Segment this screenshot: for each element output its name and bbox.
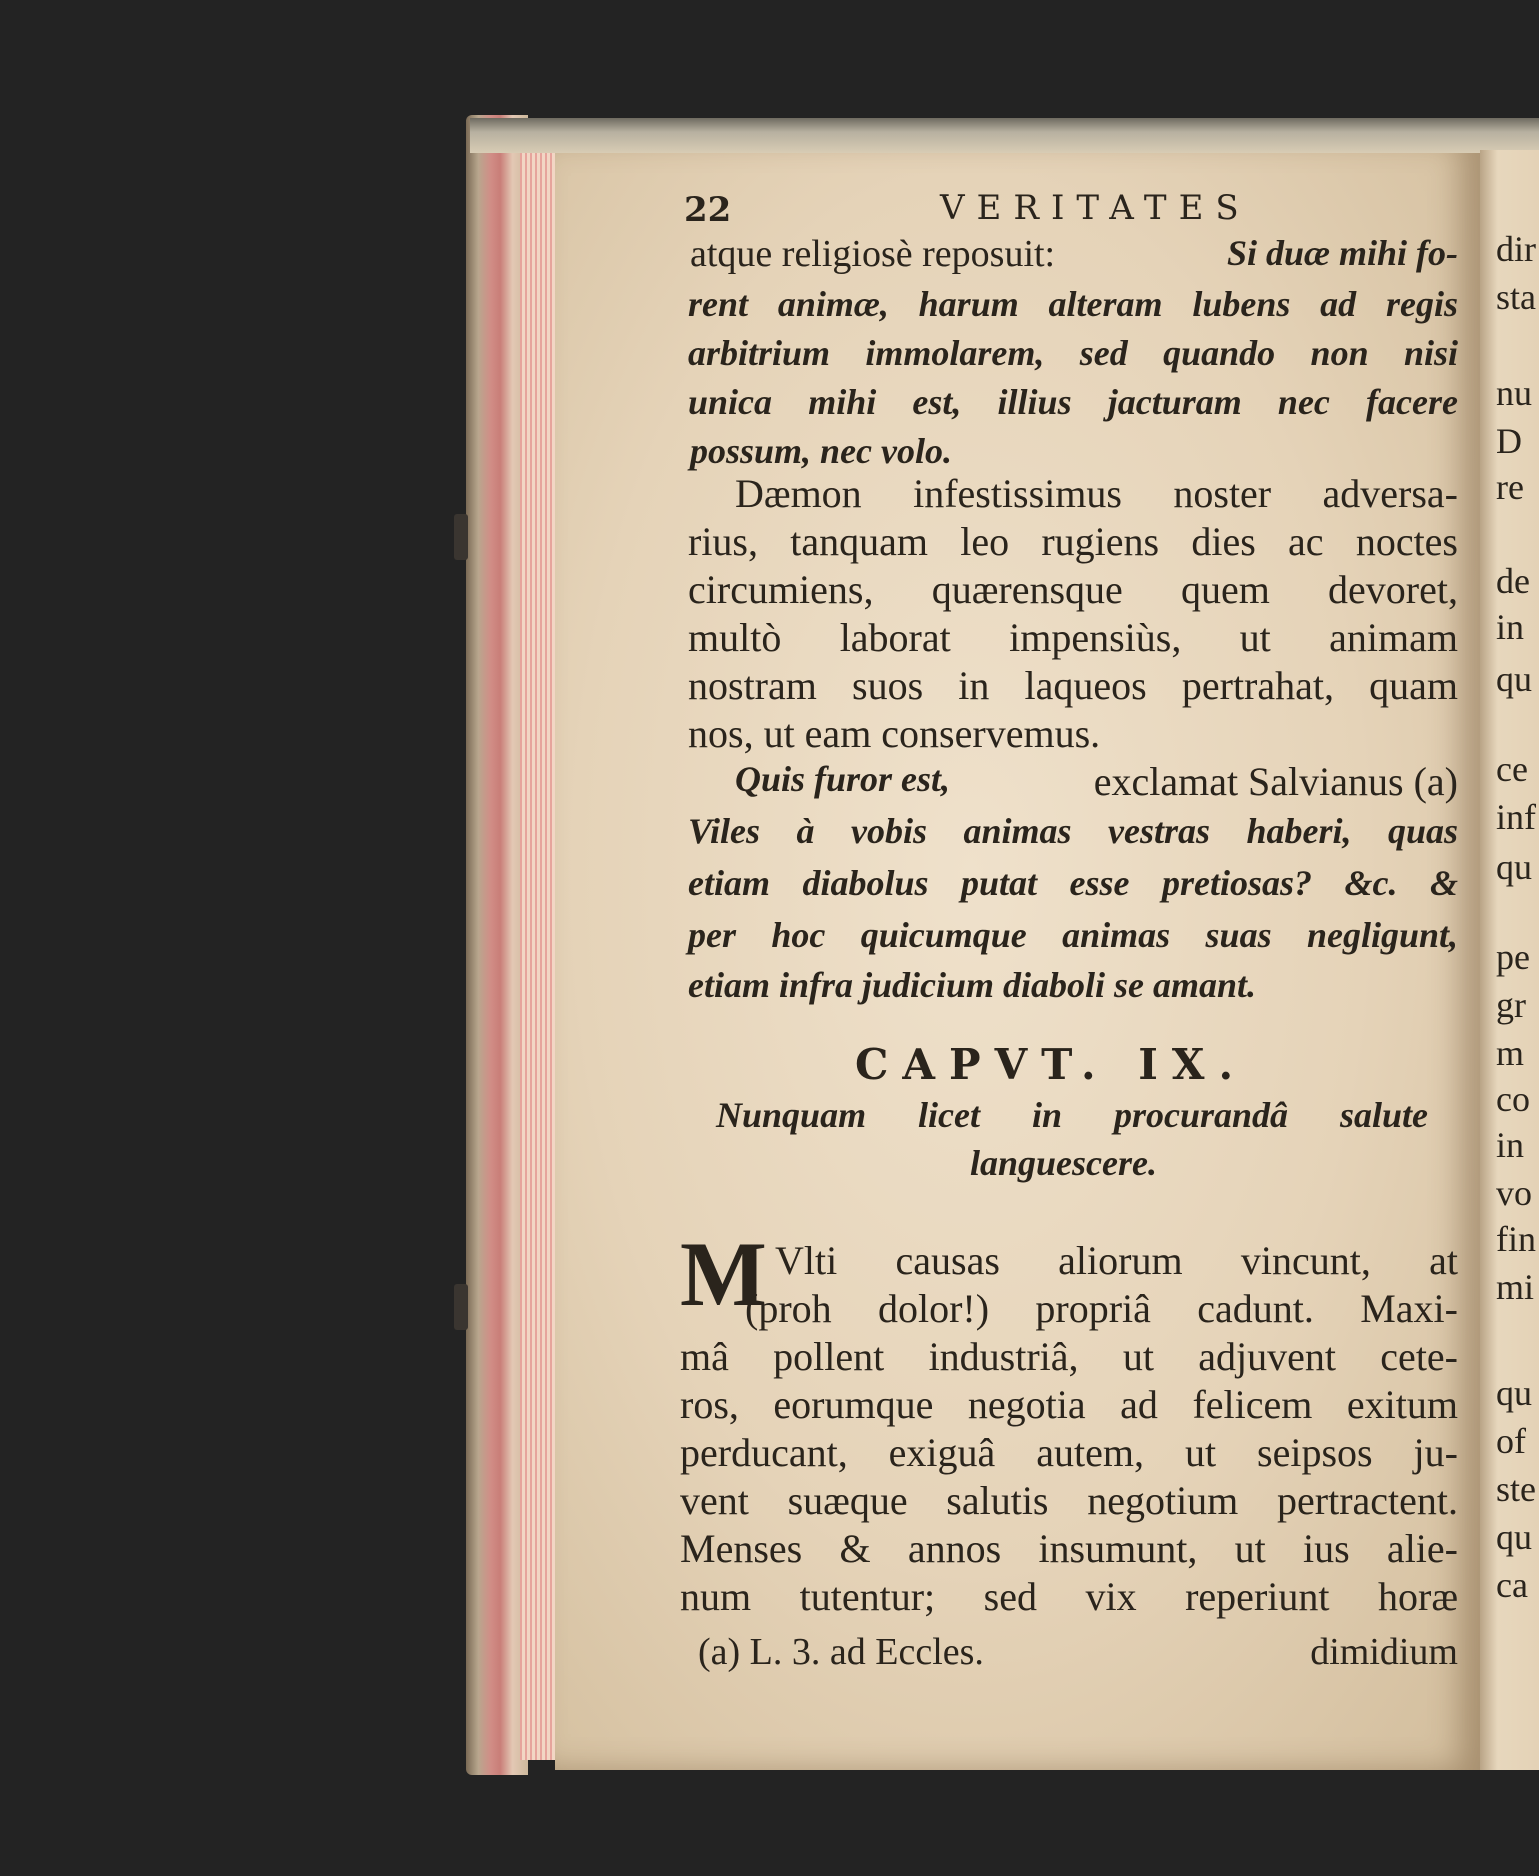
running-head: VERITATES [940,188,1251,228]
right-page-fragment: inf [1496,797,1536,837]
text-line: arbitrium immolarem, sed quando non nisi [688,333,1458,373]
right-page-fragment: co [1496,1079,1530,1119]
text-line: etiam infra judicium diaboli se amant. [688,965,1257,1005]
right-page-fragment: qu [1496,847,1532,887]
text-line: Dæmon infestissimus noster adversa- [735,471,1458,516]
text-line: num tutentur; sed vix reperiunt horæ [680,1574,1458,1619]
drop-cap: M [680,1223,767,1325]
text-line: circumiens, quærensque quem devoret, [688,567,1458,612]
right-page-fragment: fin [1496,1219,1536,1259]
text-line: perducant, exiguâ autem, ut seipsos ju- [680,1430,1458,1475]
text-line [690,232,1458,276]
right-page-fragment: gr [1496,985,1526,1025]
right-page-fragment: re [1496,467,1524,507]
text-line: rius, tanquam leo rugiens dies ac noctes [688,519,1458,564]
right-page-fragment: ste [1496,1469,1536,1509]
text-line: Vlti causas aliorum vincunt, at [775,1238,1458,1283]
right-page-fragment: ca [1496,1565,1528,1605]
text-line: per hoc quicumque animas suas negligunt, [688,915,1458,955]
clasp [454,1284,468,1330]
page-stack [520,140,560,1760]
right-page-fragment: in [1496,1125,1525,1165]
chapter-subtitle: languescere. [970,1143,1157,1183]
text-segment: exclamat Salvianus (a) [1093,759,1458,804]
text-line: nos, ut eam conservemus. [688,711,1101,756]
right-page-fragment: mi [1496,1267,1535,1307]
right-page-fragment: ce [1496,749,1528,789]
text-line: multò laborat impensiùs, ut animam [688,615,1458,660]
catchword: dimidium [1310,1631,1458,1673]
right-page-fragment: qu [1496,1373,1532,1413]
text-line [735,758,1458,805]
right-page-fragment: sta [1496,277,1536,317]
chapter-subtitle: Nunquam licet in procurandâ salute [716,1095,1428,1135]
text-line: nostram suos in laqueos pertrahat, quam [688,663,1458,708]
right-page-fragment: qu [1496,659,1532,699]
right-page-fragment: de [1496,561,1530,601]
text-line: unica mihi est, illius jacturam nec facere [688,382,1458,422]
right-page-fragment: vo [1496,1173,1532,1213]
text-line: Viles à vobis animas vestras haberi, quas [688,811,1458,851]
text-segment: Si duæ mihi fo- [1226,233,1458,273]
right-page-fragment: in [1496,607,1525,647]
right-page-fragment: of [1496,1421,1526,1461]
book-top-edge [470,118,1539,153]
right-page-fragment: dir [1496,229,1536,269]
right-page-fragment: D [1496,421,1522,461]
page-footer [698,1630,1458,1674]
text-segment: Quis furor est, [735,759,951,799]
page-number: 22 [684,190,732,230]
text-line: mâ pollent industriâ, ut adjuvent cete- [680,1334,1458,1379]
book-binding-edge [466,115,528,1775]
text-segment: atque religiosè reposuit: [690,233,1056,275]
text-line: vent suæque salutis negotium pertractent. [680,1478,1458,1523]
chapter-title: CAPVT. IX. [855,1040,1248,1089]
text-line: ros, eorumque negotia ad felicem exitum [680,1382,1458,1427]
right-page-fragment: m [1496,1033,1525,1073]
text-line: (proh dolor!) propriâ cadunt. Maxi- [745,1286,1458,1331]
footnote: (a) L. 3. ad Eccles. [698,1631,984,1673]
clasp [454,514,468,560]
right-page-fragment: qu [1496,1517,1532,1557]
text-line: rent animæ, harum alteram lubens ad regis [688,284,1458,324]
text-line: Menses & annos insumunt, ut ius alie- [680,1526,1458,1571]
text-line: possum, nec volo. [690,431,953,471]
right-page-fragment: pe [1496,937,1530,977]
right-page-fragment: nu [1496,373,1532,413]
text-line: etiam diabolus putat esse pretiosas? &c. & [688,863,1458,903]
